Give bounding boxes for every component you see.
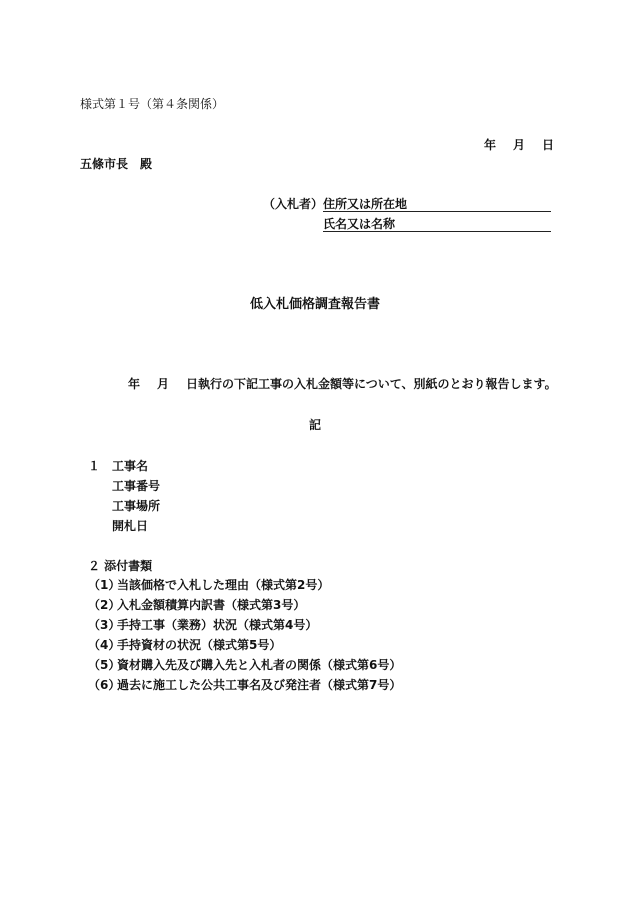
section1-item-construction-site: 工事場所 xyxy=(112,499,161,513)
bidder-address-label: 住所又は所在地 xyxy=(323,197,408,211)
attachment-number: （1） xyxy=(88,578,121,592)
attachment-text: 資材購入先及び購入先と入札者の関係（様式第6号） xyxy=(117,658,402,672)
section1-item-opening-date: 開札日 xyxy=(112,519,149,533)
bidder-label: （入札者） xyxy=(263,197,324,211)
document-title: 低入札価格調査報告書 xyxy=(249,297,380,312)
attachment-item xyxy=(88,639,281,651)
bidder-name-field xyxy=(323,217,551,232)
attachment-item xyxy=(88,579,329,591)
attachment-item xyxy=(88,679,401,691)
body-month: 月 xyxy=(157,377,170,391)
attachment-number: （3） xyxy=(88,618,121,632)
ki-mark: 記 xyxy=(308,418,321,432)
attachment-number: （4） xyxy=(88,638,121,652)
attachment-text: 当該価格で入札した理由（様式第2号） xyxy=(117,578,330,592)
attachment-number: （6） xyxy=(88,678,121,692)
bidder-address-field xyxy=(323,197,551,212)
body-sentence xyxy=(128,378,557,390)
section2-heading: ２ 添付書類 xyxy=(88,559,153,573)
attachment-text: 過去に施工した公共工事名及び発注者（様式第7号） xyxy=(117,678,402,692)
attachment-text: 手持工事（業務）状況（様式第4号） xyxy=(117,618,318,632)
date-year: 年 xyxy=(484,138,497,152)
section1-item-construction-name: 工事名 xyxy=(112,459,149,473)
attachment-item xyxy=(88,599,305,611)
attachment-item xyxy=(88,659,401,671)
body-text: 日執行の下記工事の入札金額等について、別紙のとおり報告します。 xyxy=(186,377,557,391)
attachment-item xyxy=(88,619,317,631)
date-day: 日 xyxy=(542,138,555,152)
section1-item-construction-number: 工事番号 xyxy=(112,479,161,493)
form-number: 様式第１号（第４条関係） xyxy=(80,97,225,111)
bidder-name-label: 氏名又は名称 xyxy=(323,217,396,231)
date-month: 月 xyxy=(513,138,526,152)
date-line xyxy=(484,139,554,151)
addressee: 五條市長 殿 xyxy=(80,157,153,171)
attachment-number: （2） xyxy=(88,598,121,612)
attachment-text: 手持資材の状況（様式第5号） xyxy=(117,638,282,652)
attachment-number: （5） xyxy=(88,658,121,672)
section1-number: １ xyxy=(88,459,101,473)
attachment-text: 入札金額積算内訳書（様式第3号） xyxy=(117,598,306,612)
body-year: 年 xyxy=(128,377,141,391)
